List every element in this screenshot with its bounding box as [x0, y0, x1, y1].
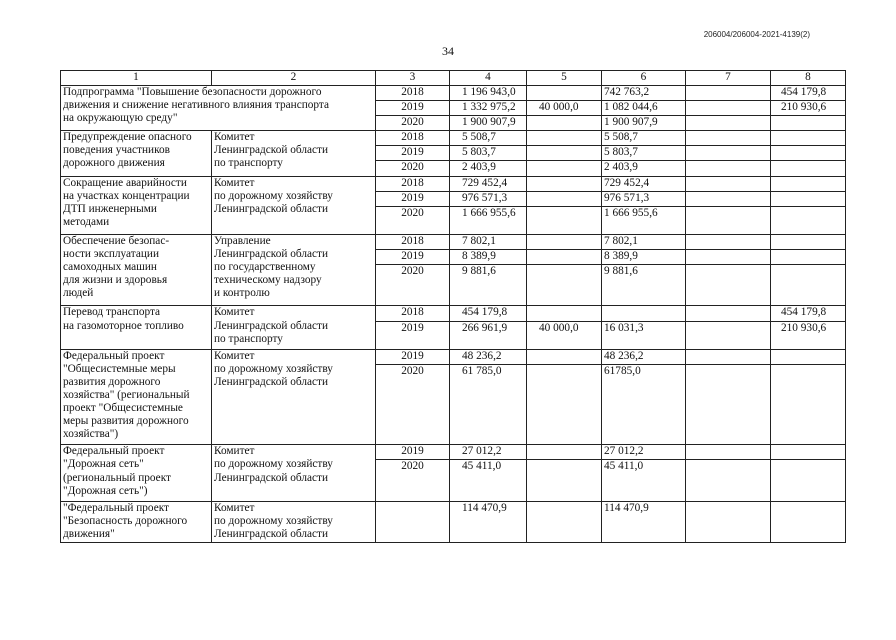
- text-line: "Общесистемные меры: [63, 362, 176, 375]
- text-line: Комитет: [214, 131, 255, 144]
- text-line: Подпрограмма "Повышение безопасности дорожного: [63, 86, 322, 98]
- text-line: методами: [63, 215, 110, 228]
- year-cell: 2018: [376, 86, 450, 101]
- text-line: самоходных машин: [63, 261, 157, 274]
- col5-cell: [527, 234, 602, 249]
- activity-name-cell: [61, 234, 212, 305]
- col7-cell: [686, 116, 771, 131]
- year-cell: 2019: [376, 101, 450, 116]
- text-line: дорожного движения: [63, 157, 165, 170]
- col6-cell: 2 403,9: [602, 161, 686, 176]
- text-line: Управление: [214, 234, 271, 247]
- year-cell: 2020: [376, 460, 450, 501]
- executor-cell: [212, 234, 376, 305]
- col7-cell: [686, 364, 771, 445]
- text-line: Предупреждение опасного: [63, 131, 192, 144]
- col6-cell: 9 881,6: [602, 265, 686, 306]
- year-cell: 2018: [376, 306, 450, 321]
- col4-cell: 45 411,0: [450, 460, 527, 501]
- col4-cell: 454 179,8: [450, 306, 527, 321]
- header-cell: 7: [686, 71, 771, 86]
- text-line: Комитет: [214, 306, 255, 319]
- col6-cell: 27 012,2: [602, 445, 686, 460]
- document-id: 206004/206004-2021-4139(2): [703, 30, 810, 39]
- header-cell: 2: [212, 71, 376, 86]
- text-line: Ленинградской области: [214, 471, 328, 484]
- col4-cell: 9 881,6: [450, 265, 527, 306]
- text-line: Обеспечение безопас-: [63, 234, 170, 247]
- year-cell: 2020: [376, 161, 450, 176]
- activity-name-cell: [61, 445, 212, 501]
- col7-cell: [686, 501, 771, 542]
- text-line: Ленинградской области: [214, 527, 328, 540]
- col6-cell: 1 082 044,6: [602, 101, 686, 116]
- col6-cell: 61785,0: [602, 364, 686, 445]
- col7-cell: [686, 206, 771, 234]
- col4-cell: 7 802,1: [450, 234, 527, 249]
- text-line: "Безопасность дорожного: [63, 514, 188, 527]
- col6-cell: 976 571,3: [602, 191, 686, 206]
- text-line: движения и снижение негативного влияния транспорта: [63, 99, 329, 112]
- year-cell: 2019: [376, 250, 450, 265]
- col8-cell: [771, 146, 846, 161]
- header-cell: 6: [602, 71, 686, 86]
- col6-cell: 48 236,2: [602, 349, 686, 364]
- table-row: [61, 176, 846, 191]
- col7-cell: [686, 349, 771, 364]
- col6-cell: 8 389,9: [602, 250, 686, 265]
- col8-cell: [771, 349, 846, 364]
- year-cell: 2019: [376, 321, 450, 349]
- executor-cell: [212, 349, 376, 445]
- col5-cell: [527, 445, 602, 460]
- budget-table: [60, 70, 846, 543]
- col7-cell: [686, 176, 771, 191]
- header-cell: 5: [527, 71, 602, 86]
- col4-cell: 266 961,9: [450, 321, 527, 349]
- year-cell: 2018: [376, 176, 450, 191]
- year-cell: 2019: [376, 191, 450, 206]
- col4-cell: 729 452,4: [450, 176, 527, 191]
- col4-cell: 114 470,9: [450, 501, 527, 542]
- col4-cell: 61 785,0: [450, 364, 527, 445]
- col6-cell: 114 470,9: [602, 501, 686, 542]
- col5-cell: [527, 265, 602, 306]
- text-line: Федеральный проект: [63, 349, 165, 362]
- executor-cell: [212, 445, 376, 501]
- col8-cell: [771, 460, 846, 501]
- col8-cell: [771, 250, 846, 265]
- col6-cell: 16 031,3: [602, 321, 686, 349]
- col7-cell: [686, 101, 771, 116]
- col5-cell: [527, 86, 602, 101]
- text-line: проект "Общесистемные: [63, 402, 183, 415]
- col7-cell: [686, 161, 771, 176]
- text-line: развития дорожного: [63, 375, 161, 388]
- col6-cell: 742 763,2: [602, 86, 686, 101]
- text-line: по дорожному хозяйству: [214, 362, 333, 375]
- text-line: меры развития дорожного: [63, 415, 189, 428]
- table-row: [61, 349, 846, 364]
- col7-cell: [686, 445, 771, 460]
- text-line: хозяйства"): [63, 428, 119, 441]
- text-line: Комитет: [214, 445, 255, 458]
- col6-cell: 5 803,7: [602, 146, 686, 161]
- text-line: Ленинградской области: [214, 202, 328, 215]
- executor-cell: [212, 176, 376, 234]
- text-line: Комитет: [214, 176, 255, 189]
- col8-cell: [771, 191, 846, 206]
- activity-name-cell: [61, 349, 212, 445]
- col7-cell: [686, 321, 771, 349]
- col8-cell: 210 930,6: [771, 321, 846, 349]
- table-row: [61, 445, 846, 460]
- col5-cell: [527, 146, 602, 161]
- text-line: на газомоторное топливо: [63, 319, 184, 332]
- table-row: [61, 501, 846, 542]
- col6-cell: 45 411,0: [602, 460, 686, 501]
- col7-cell: [686, 146, 771, 161]
- text-line: "Дорожная сеть"): [63, 484, 148, 497]
- year-cell: 2019: [376, 445, 450, 460]
- col8-cell: 454 179,8: [771, 306, 846, 321]
- col8-cell: [771, 234, 846, 249]
- col5-cell: 40 000,0: [527, 101, 602, 116]
- header-cell: 4: [450, 71, 527, 86]
- col4-cell: 8 389,9: [450, 250, 527, 265]
- col7-cell: [686, 191, 771, 206]
- col4-cell: 5 508,7: [450, 131, 527, 146]
- text-line: на окружающую среду": [63, 112, 178, 125]
- col6-cell: 729 452,4: [602, 176, 686, 191]
- header-cell: 1: [61, 71, 212, 86]
- col5-cell: [527, 116, 602, 131]
- col5-cell: [527, 306, 602, 321]
- text-line: Федеральный проект: [63, 445, 165, 458]
- col5-cell: [527, 131, 602, 146]
- col5-cell: [527, 206, 602, 234]
- text-line: (региональный проект: [63, 471, 171, 484]
- col7-cell: [686, 265, 771, 306]
- header-cell: 3: [376, 71, 450, 86]
- text-line: Перевод транспорта: [63, 306, 161, 319]
- text-line: по дорожному хозяйству: [214, 514, 333, 527]
- text-line: по государственному: [214, 261, 316, 274]
- col4-cell: 1 196 943,0: [450, 86, 527, 101]
- col7-cell: [686, 234, 771, 249]
- col5-cell: [527, 501, 602, 542]
- text-line: ДТП инженерными: [63, 202, 157, 215]
- text-line: Ленинградской области: [214, 144, 328, 157]
- col5-cell: 40 000,0: [527, 321, 602, 349]
- activity-name-cell: [61, 176, 212, 234]
- header-row: [61, 71, 846, 86]
- text-line: движения": [63, 527, 115, 540]
- col8-cell: [771, 265, 846, 306]
- year-cell: 2020: [376, 206, 450, 234]
- col5-cell: [527, 191, 602, 206]
- col4-cell: 48 236,2: [450, 349, 527, 364]
- year-cell: 2019: [376, 349, 450, 364]
- table-row: [61, 234, 846, 249]
- text-line: ности эксплуатации: [63, 248, 159, 261]
- table-row: [61, 131, 846, 146]
- col8-cell: [771, 161, 846, 176]
- col5-cell: [527, 250, 602, 265]
- col7-cell: [686, 131, 771, 146]
- col4-cell: 2 403,9: [450, 161, 527, 176]
- col8-cell: [771, 116, 846, 131]
- activity-name-cell: [61, 306, 212, 349]
- year-cell: 2020: [376, 265, 450, 306]
- text-line: по дорожному хозяйству: [214, 189, 333, 202]
- text-line: Ленинградской области: [214, 248, 328, 261]
- text-line: на участках концентрации: [63, 189, 190, 202]
- text-line: хозяйства" (региональный: [63, 388, 190, 401]
- text-line: людей: [63, 287, 94, 300]
- col8-cell: [771, 176, 846, 191]
- col5-cell: [527, 176, 602, 191]
- col4-cell: 976 571,3: [450, 191, 527, 206]
- text-line: техническому надзору: [214, 274, 322, 287]
- col8-cell: 454 179,8: [771, 86, 846, 101]
- subprogram-name-cell: [61, 86, 376, 131]
- col6-cell: 1 900 907,9: [602, 116, 686, 131]
- year-cell: 2019: [376, 146, 450, 161]
- col6-cell: 5 508,7: [602, 131, 686, 146]
- col5-cell: [527, 349, 602, 364]
- year-cell: 2020: [376, 364, 450, 445]
- col7-cell: [686, 250, 771, 265]
- col8-cell: [771, 445, 846, 460]
- text-line: поведения участников: [63, 144, 170, 157]
- col6-cell: 7 802,1: [602, 234, 686, 249]
- col4-cell: 5 803,7: [450, 146, 527, 161]
- executor-cell: [212, 306, 376, 349]
- text-line: по дорожному хозяйству: [214, 458, 333, 471]
- col8-cell: [771, 364, 846, 445]
- col8-cell: [771, 501, 846, 542]
- col8-cell: [771, 206, 846, 234]
- page-number: 34: [442, 44, 454, 58]
- col7-cell: [686, 306, 771, 321]
- year-cell: 2018: [376, 131, 450, 146]
- col5-cell: [527, 460, 602, 501]
- text-line: для жизни и здоровья: [63, 274, 168, 287]
- year-cell: 2018: [376, 234, 450, 249]
- text-line: Комитет: [214, 349, 255, 362]
- text-line: Ленинградской области: [214, 319, 328, 332]
- text-line: по транспорту: [214, 332, 283, 345]
- col6-cell: 1 666 955,6: [602, 206, 686, 234]
- col5-cell: [527, 364, 602, 445]
- activity-name-cell: [61, 501, 212, 542]
- col4-cell: 27 012,2: [450, 445, 527, 460]
- col5-cell: [527, 161, 602, 176]
- col6-cell: [602, 306, 686, 321]
- col8-cell: 210 930,6: [771, 101, 846, 116]
- col7-cell: [686, 460, 771, 501]
- executor-cell: [212, 501, 376, 542]
- text-line: Ленинградской области: [214, 375, 328, 388]
- text-line: "Дорожная сеть": [63, 458, 144, 471]
- col8-cell: [771, 131, 846, 146]
- activity-name-cell: [61, 131, 212, 176]
- header-cell: 8: [771, 71, 846, 86]
- text-line: "Федеральный проект: [63, 501, 169, 514]
- text-line: Сокращение аварийности: [63, 176, 187, 189]
- col7-cell: [686, 86, 771, 101]
- table-row: [61, 86, 846, 101]
- col4-cell: 1 900 907,9: [450, 116, 527, 131]
- executor-cell: [212, 131, 376, 176]
- text-line: по транспорту: [214, 157, 283, 170]
- year-cell: [376, 501, 450, 542]
- col4-cell: 1 332 975,2: [450, 101, 527, 116]
- text-line: Комитет: [214, 501, 255, 514]
- year-cell: 2020: [376, 116, 450, 131]
- table-row: [61, 306, 846, 321]
- text-line: и контролю: [214, 287, 270, 300]
- col4-cell: 1 666 955,6: [450, 206, 527, 234]
